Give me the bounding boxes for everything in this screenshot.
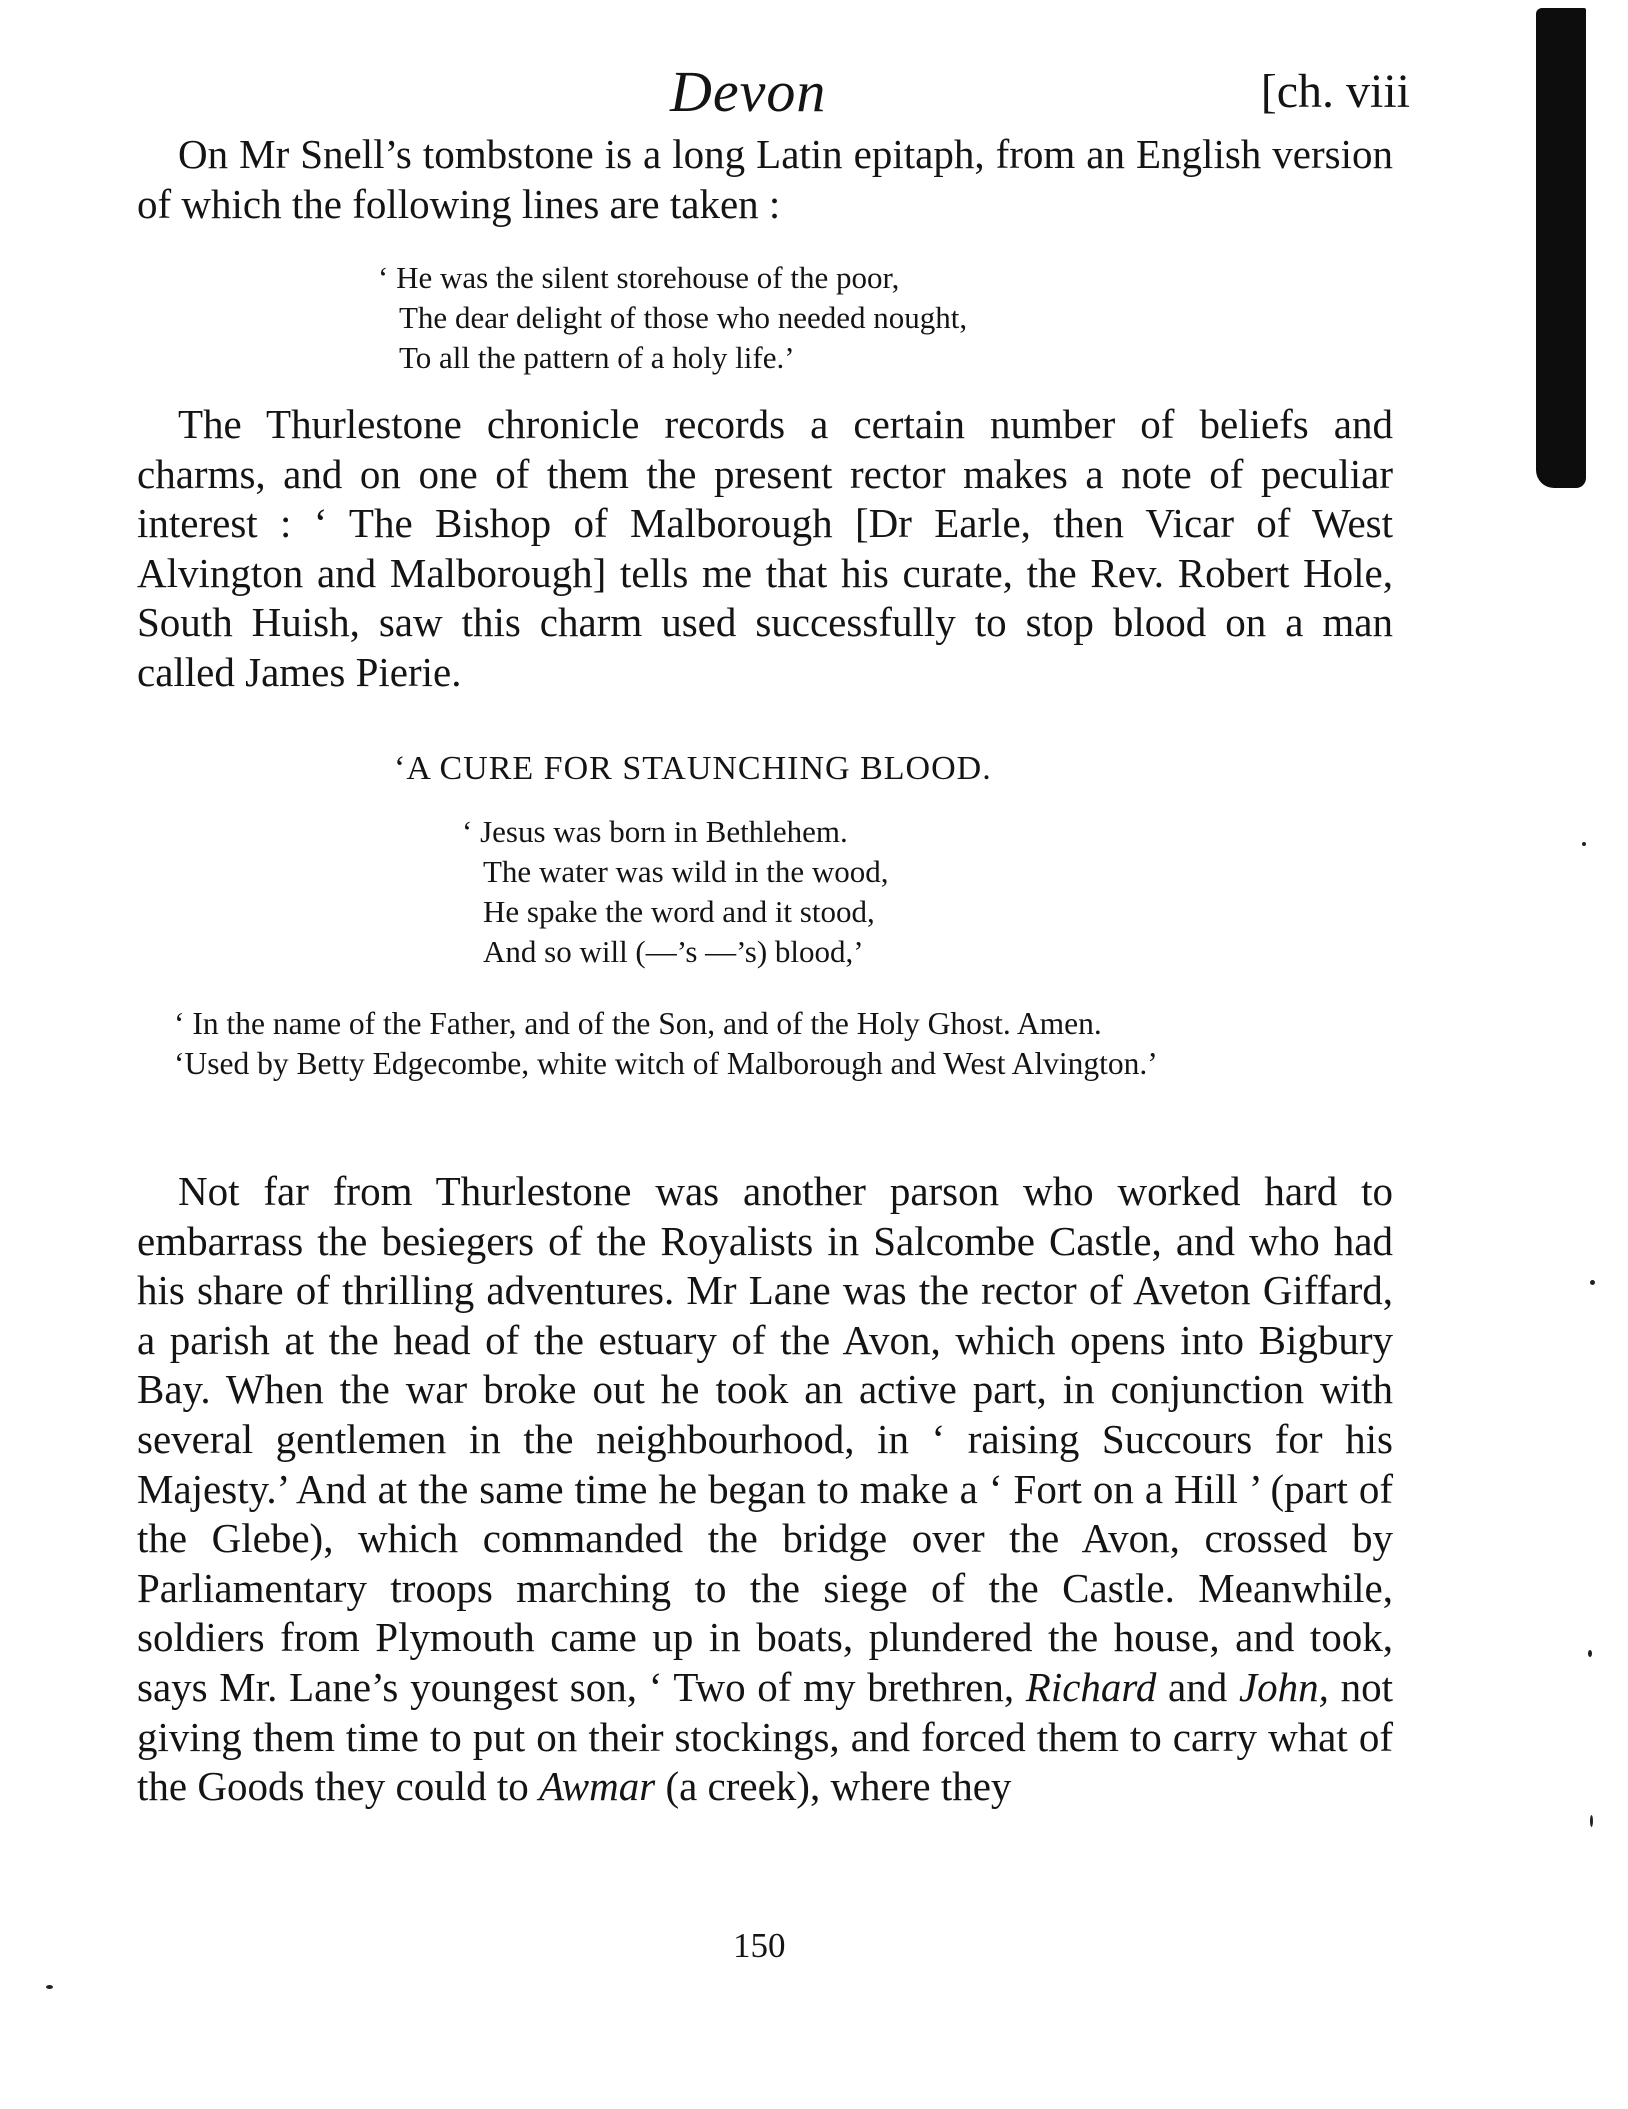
verse-line: ‘ He was the silent storehouse of the poor, bbox=[378, 260, 900, 295]
chapter-mark: [ch. viii bbox=[1260, 65, 1410, 118]
epitaph-quote bbox=[378, 258, 967, 378]
scan-speck bbox=[1582, 842, 1586, 846]
paragraph: On Mr Snell’s tombstone is a long Latin epitaph, from an English version of which the following lines are taken : bbox=[137, 131, 1393, 227]
chronicle-paragraph bbox=[137, 400, 1393, 698]
italic-name: John, bbox=[1238, 1663, 1329, 1710]
verse-line: The water was wild in the wood, bbox=[483, 854, 889, 889]
scan-speck bbox=[1588, 1650, 1592, 1657]
scan-speck bbox=[1590, 1815, 1593, 1827]
running-title: Devon bbox=[670, 59, 827, 124]
italic-place: Awmar bbox=[538, 1763, 656, 1810]
paragraph: The Thurlestone chronicle records a certain number of beliefs and charms, and on one of them the present rector makes a note of peculiar interest : ‘ The Bishop of Malborough [Dr Earle, then Vicar of West Alvington and Malborough] tells me that his curate, the Rev. Robert Hole, South Huish, saw this charm used successfully to stop blood on a man called James Pierie. bbox=[137, 401, 1393, 695]
attribution-line: ‘Used by Betty Edgecombe, white witch of Malborough and West Alvington.’ bbox=[174, 1046, 1158, 1081]
verse-line: The dear delight of those who needed nought, bbox=[399, 300, 968, 335]
text-run: (a creek), where they bbox=[655, 1763, 1012, 1810]
aveton-giffard-paragraph bbox=[137, 1167, 1393, 1812]
page-number: 150 bbox=[733, 1926, 786, 1965]
charm-colophon bbox=[137, 1004, 1393, 1084]
opening-paragraph bbox=[137, 130, 1393, 229]
text-run: Not far from Thurlestone was another parson who worked hard to embarrass the besiegers of the Royalists in Salcombe Castle, and who had his share of thrilling adventures. Mr Lane was the rector of Aveton Giffard, a parish at the head of the estuary of the Avon, which opens into Bigbury Bay. When the war broke out he took an active part, in conjunction with several gentlemen in the neighbourhood, in ‘ raising Succours for his Majesty.’ And at the same time he began to make a ‘ Fort on a Hill ’ (part of the Glebe), which commanded the bridge over the Avon, crossed by Parliamentary troops marching to the siege of the Castle. Meanwhile, soldiers from Plymouth came up in boats, plundered the house, and took, says Mr. Lane’s youngest son, ‘ Two of my brethren, bbox=[137, 1168, 1393, 1710]
verse-line: And so will (—’s —’s) blood,’ bbox=[483, 934, 864, 969]
verse-line: He spake the word and it stood, bbox=[483, 894, 875, 929]
charm-verse bbox=[462, 812, 888, 972]
scan-speck bbox=[1590, 1280, 1595, 1285]
running-header bbox=[0, 58, 1628, 128]
verse-line: To all the pattern of a holy life.’ bbox=[399, 340, 795, 375]
italic-name: Richard bbox=[1025, 1663, 1157, 1710]
charm-heading: ‘A CURE FOR STAUNCHING BLOOD. bbox=[394, 750, 992, 787]
blessing-line: ‘ In the name of the Father, and of the Son, and of the Holy Ghost. Amen. bbox=[174, 1006, 1102, 1041]
scan-speck bbox=[46, 1985, 53, 1989]
paragraph bbox=[137, 1167, 1393, 1812]
verse-line: ‘ Jesus was born in Bethlehem. bbox=[462, 814, 848, 849]
text-run: and bbox=[1156, 1663, 1239, 1710]
text-run: not giving them time to put on their stockings, and forced them to carry what of the Goods they could to bbox=[137, 1663, 1393, 1810]
scan-edge-shadow bbox=[1536, 8, 1586, 488]
